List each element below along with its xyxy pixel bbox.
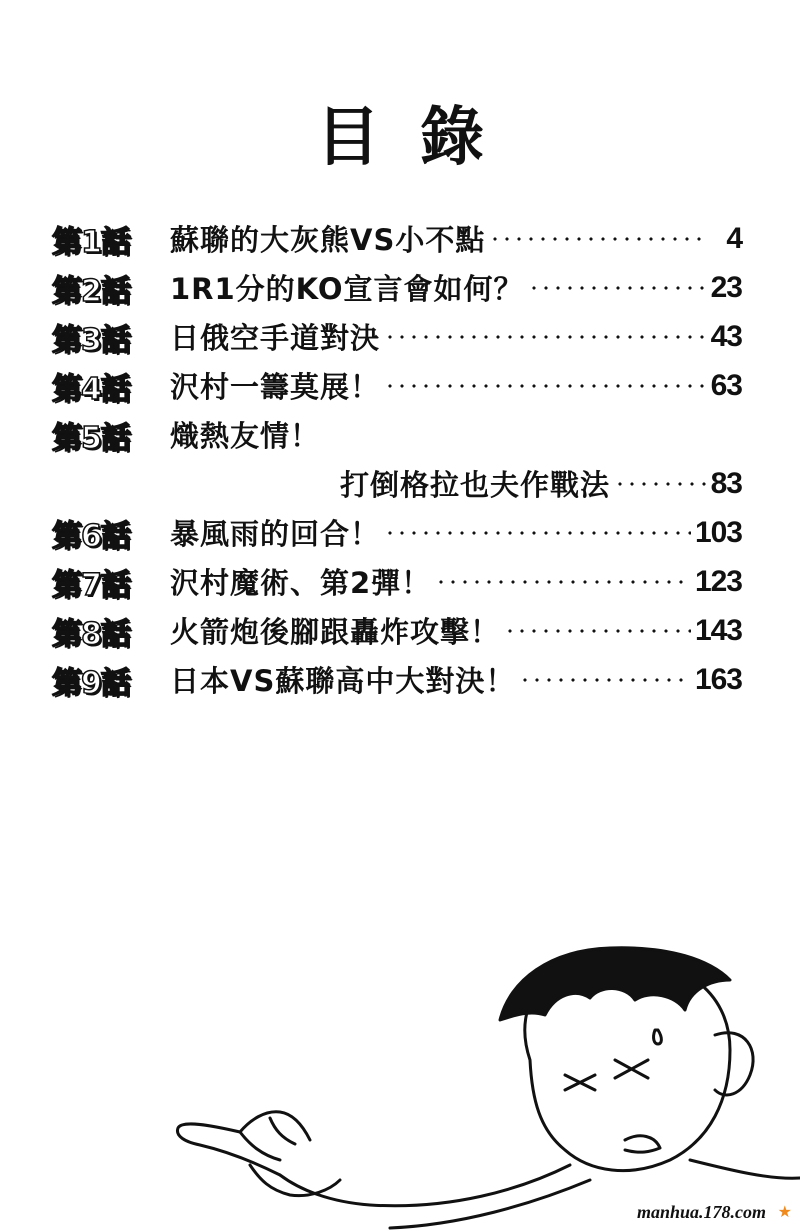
- chapter-title: 熾熱友情！: [170, 419, 321, 453]
- dot-leader: [614, 469, 707, 499]
- page-number: 43: [710, 319, 742, 353]
- page-number: 103: [694, 515, 742, 549]
- toc-entry-6[interactable]: [52, 508, 742, 557]
- dot-leader: [489, 224, 708, 254]
- chapter-title: 沢村魔術、第2彈！: [170, 566, 432, 600]
- toc-entry-3[interactable]: [52, 312, 742, 361]
- dot-leader: [504, 616, 691, 646]
- dot-leader: [384, 518, 691, 548]
- chapter-label: 第1話: [52, 224, 130, 260]
- chapter-label: 第3話: [52, 322, 130, 358]
- page-number: 163: [694, 662, 742, 696]
- watermark: manhua.178.com: [633, 1202, 770, 1223]
- chapter-title: 火箭炮後腳跟轟炸攻擊！: [170, 615, 501, 649]
- toc-entry-5-continuation[interactable]: [52, 459, 742, 508]
- page-number: 23: [710, 270, 742, 304]
- chapter-label: 第9話: [52, 665, 130, 701]
- page-number: 83: [710, 466, 742, 500]
- chapter-title-continuation: 打倒格拉也夫作戰法: [340, 468, 611, 502]
- dot-leader: [519, 665, 691, 695]
- dot-leader: [384, 371, 707, 401]
- page-number: 143: [694, 613, 742, 647]
- table-of-contents: [52, 214, 742, 704]
- chapter-label: 第7話: [52, 567, 130, 603]
- page-number: 63: [710, 368, 742, 402]
- chapter-title: 日俄空手道對決: [170, 321, 381, 355]
- toc-entry-5[interactable]: [52, 410, 742, 459]
- chapter-label: 第2話: [52, 273, 130, 309]
- chapter-title: 沢村一籌莫展！: [170, 370, 381, 404]
- chapter-title: 1R1分的KO宣言會如何？: [170, 272, 524, 306]
- chapter-label: 第6話: [52, 518, 130, 554]
- chapter-title: 蘇聯的大灰熊VS小不點: [170, 223, 486, 257]
- chapter-label: 第4話: [52, 371, 130, 407]
- dot-leader: [435, 567, 691, 597]
- page-number: 123: [694, 564, 742, 598]
- toc-entry-4[interactable]: [52, 361, 742, 410]
- chapter-label: 第5話: [52, 420, 130, 456]
- pointing-character-illustration: [170, 940, 800, 1231]
- chapter-title: 暴風雨的回合！: [170, 517, 381, 551]
- chapter-label: 第8話: [52, 616, 130, 652]
- dot-leader: [384, 322, 707, 352]
- star-icon: ★: [777, 1202, 792, 1221]
- toc-entry-2[interactable]: [52, 263, 742, 312]
- toc-entry-9[interactable]: [52, 655, 742, 704]
- chapter-title: 日本VS蘇聯高中大對決！: [170, 664, 516, 698]
- toc-entry-1[interactable]: [52, 214, 742, 263]
- page-number: 4: [726, 221, 742, 255]
- toc-entry-8[interactable]: [52, 606, 742, 655]
- toc-entry-7[interactable]: [52, 557, 742, 606]
- dot-leader: [528, 273, 707, 303]
- page-title: 目錄: [316, 101, 524, 175]
